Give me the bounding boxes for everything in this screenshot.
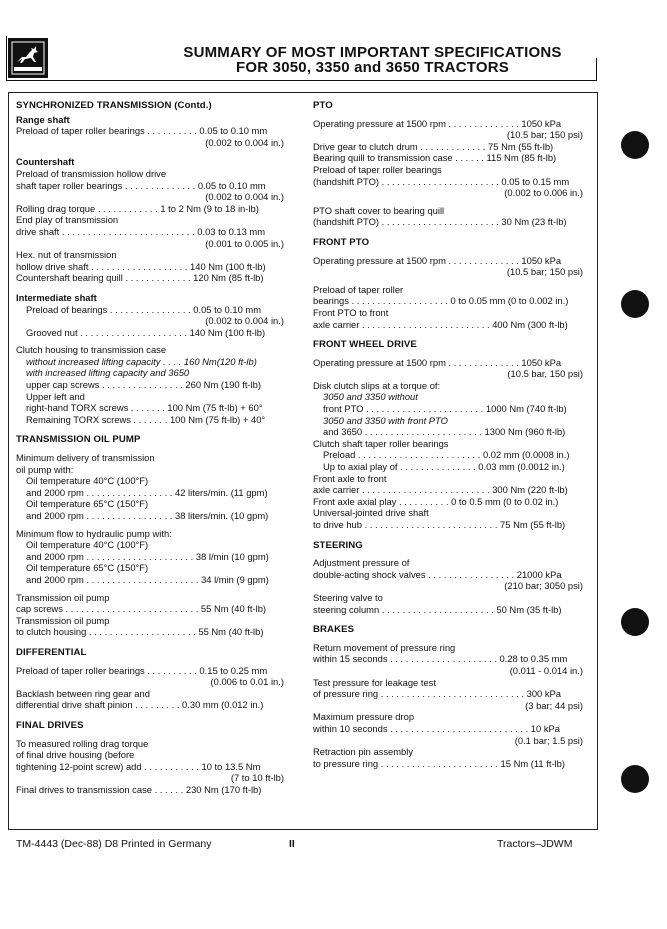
title-line-1: SUMMARY OF MOST IMPORTANT SPECIFICATIONS [183, 44, 562, 61]
left-column [16, 100, 284, 795]
spec-line: steering column . . . . . . . . . . . . . . . . . . . . . . 50 Nm (35 ft-lb) [313, 603, 562, 615]
spec-line: without increased lifting capacity . . . . 160 Nm(120 ft-lb) [26, 355, 257, 367]
spec-line: 3050 and 3350 without [323, 391, 418, 403]
subsection-title: Range shaft [16, 113, 70, 125]
spec-line: of final drive housing (before [16, 749, 135, 761]
section-title: PTO [313, 100, 333, 111]
spec-line: Disk clutch slips at a torque of: [313, 379, 441, 391]
spec-line: Clutch housing to transmission case [16, 344, 167, 356]
spec-line: Oil temperature 40°C (100°F) [26, 475, 149, 487]
spec-line: Steering valve to [313, 591, 383, 603]
spec-line: Front PTO to front [313, 306, 389, 318]
spec-line: and 3650 . . . . . . . . . . . . . . . . . . . . . . . 1300 Nm (960 ft-lb) [323, 426, 566, 438]
footer-page-number: II [289, 838, 295, 850]
spec-line: (0.002 to 0.004 in.) [205, 136, 284, 148]
binder-hole-icon [621, 131, 649, 159]
spec-line: Up to axial play of . . . . . . . . . . . . . . . 0.03 mm (0.0012 in.) [323, 461, 565, 473]
spec-line: and 2000 rpm . . . . . . . . . . . . . . . . . 38 liters/min. (10 gpm) [26, 510, 269, 521]
spec-line: Operating pressure at 1500 rpm . . . . . . . . . . . . . . 1050 kPa [313, 356, 562, 368]
spec-line: Countershaft bearing quill . . . . . . . . . . . . . 120 Nm (85 ft-lb) [16, 272, 264, 284]
spec-line: to clutch housing . . . . . . . . . . . . . . . . . . . . . 55 Nm (40 ft-lb) [16, 626, 264, 638]
spec-line: axle carrier . . . . . . . . . . . . . . . . . . . . . . . . . 300 Nm (220 ft-lb) [313, 484, 568, 496]
section-title: FINAL DRIVES [16, 719, 84, 731]
section-title: SYNCHRONIZED TRANSMISSION (Contd.) [16, 100, 212, 111]
spec-line: Return movement of pressure ring [313, 641, 456, 653]
binder-hole-icon [621, 608, 649, 636]
spec-line: PTO shaft cover to bearing quill [313, 204, 445, 216]
spec-line: right-hand TORX screws . . . . . . . 100 Nm (75 ft-lb) + 60° [26, 402, 263, 414]
spec-line: Test pressure for leakage test [313, 676, 436, 688]
footer-right: Tractors–JDWM [497, 838, 573, 850]
spec-line: front PTO . . . . . . . . . . . . . . . . . . . . . . . 1000 Nm (740 ft-lb) [323, 403, 567, 415]
spec-line: and 2000 rpm . . . . . . . . . . . . . . . . . . . . . 38 l/min (10 gpm) [26, 550, 269, 562]
spec-line: (0.001 to 0.005 in.) [205, 237, 284, 249]
spec-line: Clutch shaft taper roller bearings [313, 437, 449, 449]
binder-hole-icon [621, 765, 649, 793]
spec-line: Retraction pin assembly [313, 746, 414, 758]
spec-line: Oil temperature 40°C (100°F) [26, 539, 149, 551]
spec-line: tightening 12-point screw) add . . . . . . . . . . . 10 to 13.5 Nm [16, 760, 261, 772]
spec-line: Grooved nut . . . . . . . . . . . . . . . . . . . . . 140 Nm (100 ft-lb) [26, 326, 266, 338]
spec-line: hollow drive shaft . . . . . . . . . . . . . . . . . . . 140 Nm (100 ft-lb) [16, 260, 266, 272]
spec-line: of pressure ring . . . . . . . . . . . . . . . . . . . . . . . . . . . . 300 kPa [313, 688, 562, 700]
spec-line: (handshift PTO) . . . . . . . . . . . . . . . . . . . . . . . 30 Nm (23 ft-lb) [313, 216, 567, 228]
spec-line: Preload of transmission hollow drive [16, 167, 167, 179]
spec-line: Maximum pressure drop [313, 711, 415, 723]
spec-line: Operating pressure at 1500 rpm . . . . . . . . . . . . . . 1050 kPa [313, 254, 562, 266]
binder-hole-icon [621, 290, 649, 318]
spec-line: Hex. nut of transmission [16, 249, 117, 261]
spec-line: Preload of taper roller bearings [313, 163, 442, 175]
spec-line: Preload of taper roller [313, 283, 404, 295]
spec-line: Oil temperature 65°C (150°F) [26, 562, 149, 574]
spec-line: with increased lifting capacity and 3650 [26, 367, 190, 379]
spec-line: Minimum flow to hydraulic pump with: [16, 527, 172, 539]
spec-line: (0.002 to 0.006 in.) [504, 187, 583, 199]
section-title: STEERING [313, 539, 363, 551]
spec-line: Transmission oil pump [16, 614, 110, 626]
spec-line: (210 bar; 3050 psi) [504, 580, 583, 592]
header-rule-left [6, 36, 7, 80]
right-column [313, 100, 583, 769]
spec-line: Universal-jointed drive shaft [313, 507, 429, 519]
spec-line: Preload of bearings . . . . . . . . . . . . . . . . 0.05 to 0.10 mm [26, 303, 262, 315]
spec-line: (0.011 - 0.014 in.) [509, 664, 583, 676]
spec-line: differential drive shaft pinion . . . . . . . . . 0.30 mm (0.012 in.) [16, 699, 264, 711]
spec-line: Front axle to front [313, 472, 387, 484]
spec-line: (10.5 bar; 150 psi) [506, 266, 583, 278]
spec-line: (3 bar; 44 psi) [525, 699, 583, 711]
spec-line: drive shaft . . . . . . . . . . . . . . . . . . . . . . . . . . 0.03 to 0.13 mm [16, 225, 266, 237]
spec-line: To measured rolling drag torque [16, 737, 149, 749]
spec-line: Bearing quill to transmission case . . . . . . 115 Nm (85 ft-lb) [313, 152, 557, 164]
spec-line: Adjustment pressure of [313, 557, 410, 569]
spec-line: to pressure ring . . . . . . . . . . . . . . . . . . . . . . . 15 Nm (11 ft-lb) [313, 757, 565, 769]
spec-line: (0.006 to 0.01 in.) [210, 676, 284, 688]
spec-line: Final drives to transmission case . . . . . . 230 Nm (170 ft-lb) [16, 783, 262, 795]
subsection-title: Intermediate shaft [16, 291, 97, 303]
spec-line: (10.5 bar; 150 psi) [506, 129, 583, 141]
spec-line: within 15 seconds . . . . . . . . . . . . . . . . . . . . . 0.28 to 0.35 mm [313, 653, 568, 665]
spec-line: cap screws . . . . . . . . . . . . . . . . . . . . . . . . . . 55 Nm (40 ft-lb) [16, 603, 267, 615]
spec-line: upper cap screws . . . . . . . . . . . . . . . . 260 Nm (190 ft-lb) [26, 379, 261, 391]
spec-line: Drive gear to clutch drum . . . . . . . . . . . . . 75 Nm (55 ft-lb) [313, 140, 554, 152]
spec-line: Front axle axial play . . . . . . . . . . 0 to 0.5 mm (0 to 0.02 in.) [313, 495, 559, 507]
page-title [120, 45, 625, 75]
spec-line: (0.002 to 0.004 in.) [205, 315, 284, 327]
spec-line: (0.1 bar; 1.5 psi) [514, 734, 583, 746]
spec-line: Preload of taper roller bearings . . . . . . . . . . 0.05 to 0.10 mm [16, 125, 268, 137]
spec-line: oil pump with: [16, 463, 74, 475]
spec-line: (10.5 bar, 150 psi) [507, 368, 583, 380]
spec-line: Oil temperature 65°C (150°F) [26, 498, 149, 510]
section-title: FRONT WHEEL DRIVE [313, 339, 417, 351]
spec-line: Operating pressure at 1500 rpm . . . . . . . . . . . . . . 1050 kPa [313, 117, 562, 129]
section-title: FRONT PTO [313, 236, 370, 248]
section-title: DIFFERENTIAL [16, 646, 87, 658]
john-deere-logo [8, 38, 48, 78]
spec-line: (0.002 to 0.004 in.) [205, 191, 284, 203]
subsection-title: Countershaft [16, 156, 75, 168]
spec-line: Transmission oil pump [16, 591, 110, 603]
spec-line: Preload . . . . . . . . . . . . . . . . . . . . . . . . 0.02 mm (0.0008 in.) [323, 449, 570, 461]
spec-line: and 2000 rpm . . . . . . . . . . . . . . . . . 42 liters/min. (11 gpm) [26, 486, 268, 498]
spec-line: within 10 seconds . . . . . . . . . . . . . . . . . . . . . . . . . . . 10 kPa [313, 722, 560, 734]
spec-line: shaft taper roller bearings . . . . . . . . . . . . . . 0.05 to 0.10 mm [16, 179, 266, 191]
spec-line: Preload of taper roller bearings . . . . . . . . . . 0.15 to 0.25 mm [16, 664, 268, 676]
spec-line: Backlash between ring gear and [16, 687, 150, 699]
spec-line: (handshift PTO) . . . . . . . . . . . . . . . . . . . . . . . 0.05 to 0.15 mm [313, 175, 570, 187]
header-rule [6, 80, 597, 81]
deer-icon [10, 40, 46, 76]
spec-line: to drive hub . . . . . . . . . . . . . . . . . . . . . . . . . . 75 Nm (55 ft-lb) [313, 519, 566, 530]
spec-line: (7 to 10 ft-lb) [230, 772, 284, 784]
spec-line: Remaining TORX screws . . . . . . . 100 Nm (75 ft-lb) + 40° [26, 413, 266, 425]
spec-line: End play of transmission [16, 214, 119, 226]
spec-line: double-acting shock valves . . . . . . . . . . . . . . . . . 21000 kPa [313, 568, 562, 580]
section-title: BRAKES [313, 624, 355, 636]
spec-line: Minimum delivery of transmission [16, 452, 155, 464]
title-line-2: FOR 3050, 3350 and 3650 TRACTORS [236, 59, 509, 76]
spec-line: and 2000 rpm . . . . . . . . . . . . . . . . . . . . . . 34 l/min (9 gpm) [26, 573, 269, 585]
spec-line: Upper left and [26, 390, 85, 402]
spec-line: axle carrier . . . . . . . . . . . . . . . . . . . . . . . . . 400 Nm (300 ft-lb) [313, 318, 568, 330]
spec-line: bearings . . . . . . . . . . . . . . . . . . . 0 to 0.05 mm (0 to 0.002 in.) [313, 295, 569, 307]
footer-code: TM-4443 (Dec-88) D8 Printed in Germany [16, 838, 212, 850]
spec-line: Rolling drag torque . . . . . . . . . . . . 1 to 2 Nm (9 to 18 in-lb) [16, 202, 259, 214]
section-title: TRANSMISSION OIL PUMP [16, 434, 141, 446]
spec-line: 3050 and 3350 with front PTO [323, 414, 448, 426]
